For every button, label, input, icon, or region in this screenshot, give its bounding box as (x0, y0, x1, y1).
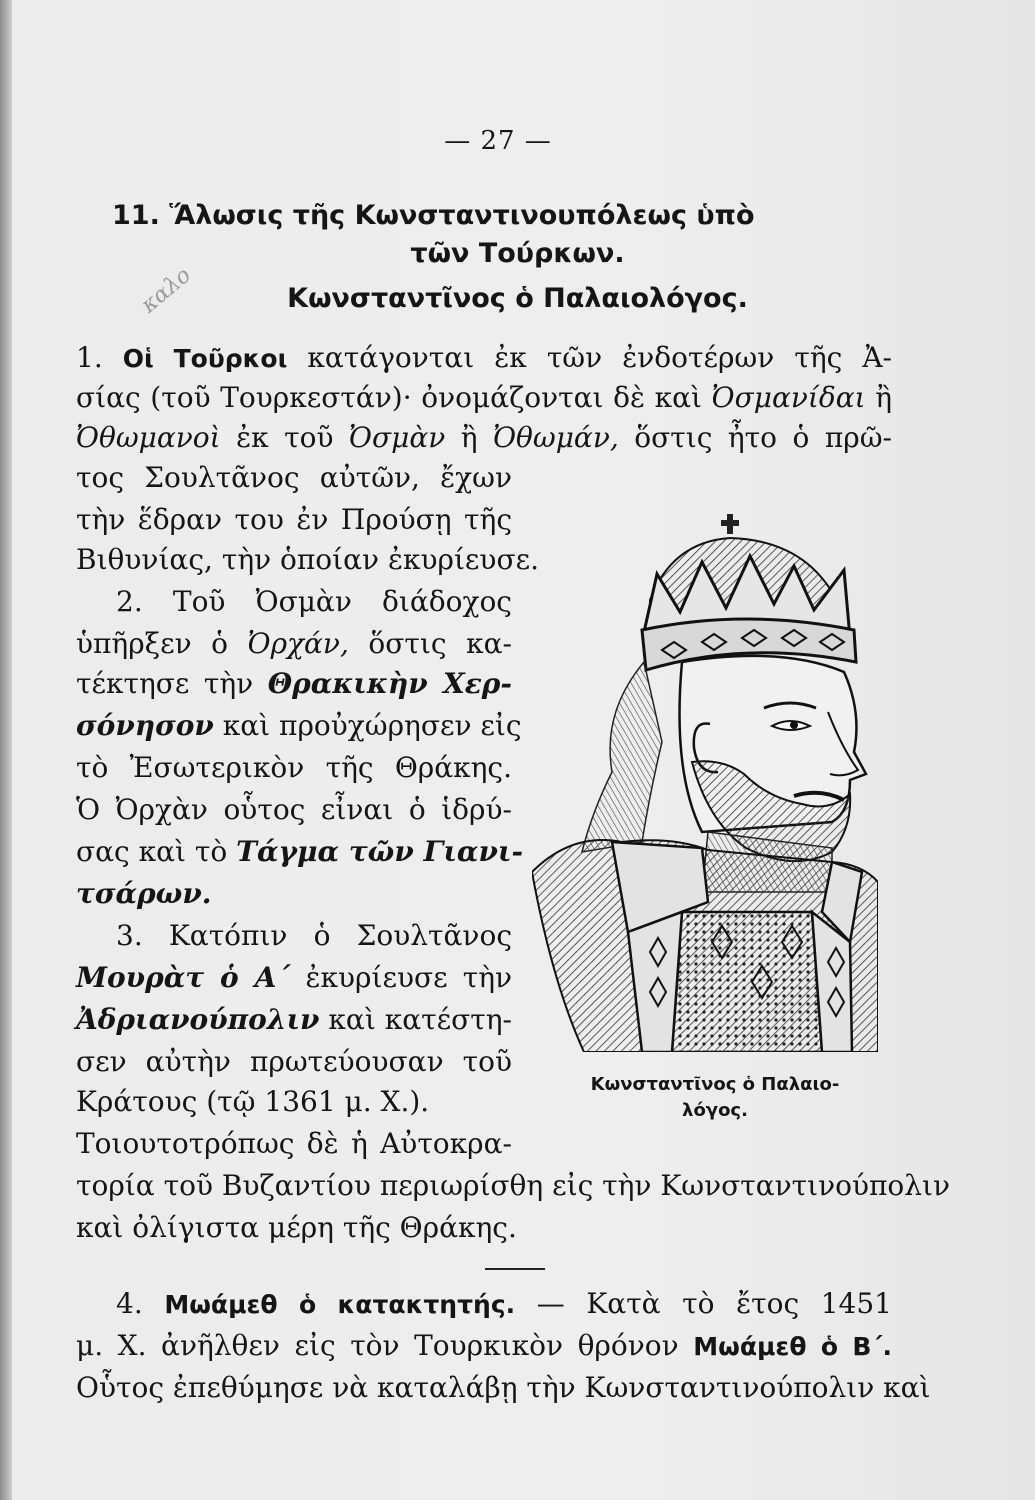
text-line: Ὀθωμανοὶ ἐκ τοῦ Ὀσμὰν ἢ Ὀθωμάν, ὅστις ἦτο ὁ πρῶ- (76, 421, 893, 454)
text-line: τὴν ἕδραν του ἐν Προύσῃ τῆς (76, 503, 512, 536)
text-line: 4. Μωάμεθ ὁ κατακτητής. — Κατὰ τὸ ἔτος 1451 (116, 1287, 892, 1320)
section-heading-line-2: τῶν Τούρκων. (410, 238, 625, 269)
text-line: σίας (τοῦ Τουρκεστάν)· ὀνομάζονται δὲ καὶ Ὀσμανίδαι ἢ (76, 381, 893, 414)
text-line: Οὗτος ἐπεθύμησε νὰ καταλάβῃ τὴν Κωνσταντινούπολιν καὶ (76, 1371, 931, 1404)
pencil-margin-note: καλο (136, 262, 196, 319)
text-line: ὑπῆρξεν ὁ Ὀρχάν, ὅστις κα- (76, 627, 512, 660)
caption-line-1: Κωνσταντῖνος ὁ Παλαιο- (590, 1074, 840, 1095)
text-line: σεν αὐτὴν πρωτεύουσαν τοῦ (76, 1045, 512, 1078)
text-line: Κράτους (τῷ 1361 μ. Χ.). (76, 1085, 430, 1118)
text-line: Ὁ Ὀρχὰν οὗτος εἶναι ὁ ἱδρύ- (76, 793, 512, 826)
portrait-engraving-constantine (532, 512, 878, 1052)
text-line: τὸ Ἐσωτερικὸν τῆς Θράκης. (76, 751, 512, 784)
text-line: τος Σουλτᾶνος αὐτῶν, ἔχων (76, 461, 512, 494)
text-line: 3. Κατόπιν ὁ Σουλτᾶνος (116, 919, 512, 952)
text-line: Βιθυνίας, τὴν ὁποίαν ἐκυρίευσε. (76, 543, 539, 576)
text-line: σόνησον καὶ προὐχώρησεν εἰς (76, 709, 522, 742)
text-line: Μουρὰτ ὁ Α΄ ἐκυρίευσε τὴν (76, 961, 512, 994)
text-line: τορία τοῦ Βυζαντίου περιωρίσθη εἰς τὴν Κωνσταντινούπολιν (76, 1169, 951, 1202)
text-line: σας καὶ τὸ Τάγμα τῶν Γιανι- (76, 835, 524, 868)
text-line: Τοιουτοτρόπως δὲ ἡ Αὐτοκρα- (76, 1127, 512, 1160)
portrait-caption (530, 1072, 900, 1124)
caption-line-2: λόγος. (682, 1100, 748, 1121)
text-line: μ. Χ. ἀνῆλθεν εἰς τὸν Τουρκικὸν θρόνον Μωάμεθ ὁ Β΄. (76, 1329, 893, 1362)
page-number: — 27 — (444, 126, 552, 156)
text-line: 2. Τοῦ Ὀσμὰν διάδοχος (116, 585, 512, 618)
text-line: Ἀδριανούπολιν καὶ κατέστη- (76, 1003, 512, 1036)
section-heading-line-1: 11. Ἅλωσις τῆς Κωνσταντινουπόλεως ὑπὸ (112, 200, 755, 231)
section-divider (485, 1268, 545, 1270)
section-subheading: Κωνσταντῖνος ὁ Παλαιολόγος. (287, 283, 748, 314)
binding-edge (0, 0, 12, 1500)
text-line: 1. Οἱ Τοῦρκοι κατάγονται ἐκ τῶν ἐνδοτέρων τῆς Ἀ- (76, 341, 893, 374)
text-line: τσάρων. (76, 877, 212, 910)
text-line: τέκτησε τὴν Θρακικὴν Χερ- (76, 667, 513, 700)
text-line: καὶ ὀλίγιστα μέρη τῆς Θράκης. (76, 1211, 517, 1244)
